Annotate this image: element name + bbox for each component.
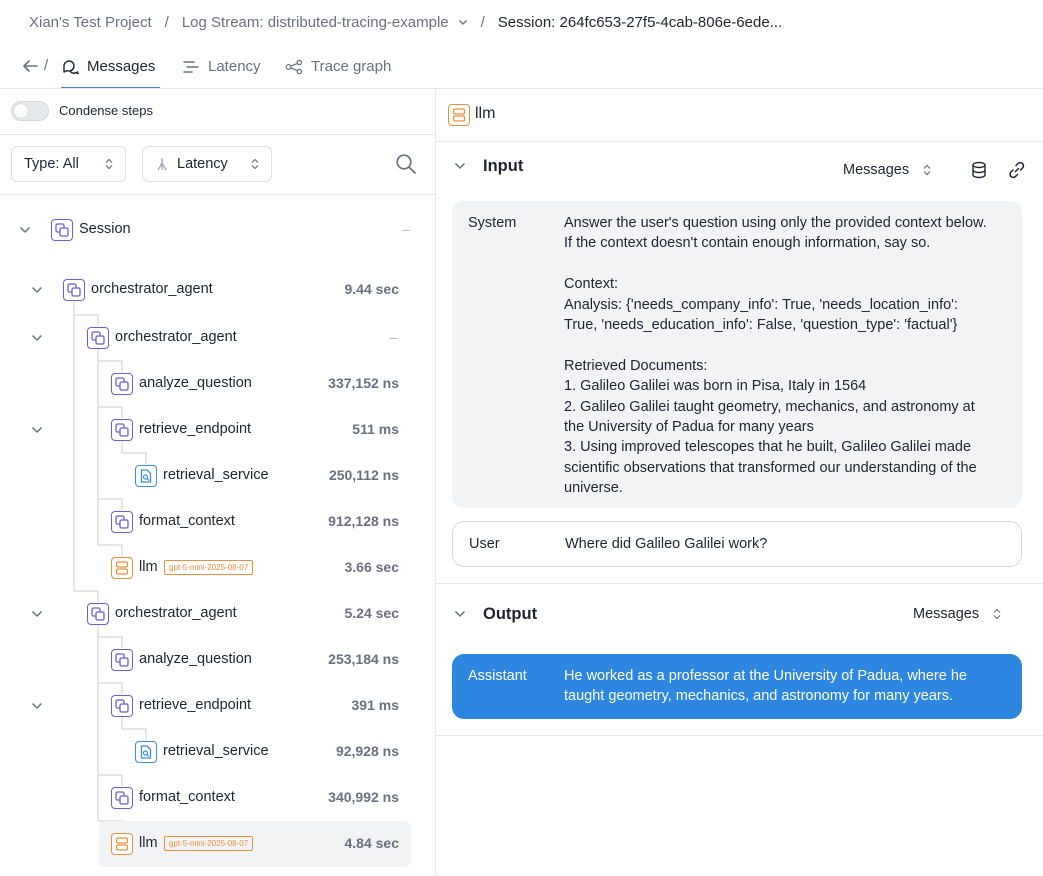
sort-value: Latency (177, 156, 228, 172)
updown-chevron-icon (105, 158, 113, 170)
breadcrumb-session: Session: 264fc653-27f5-4cab-806e-6ede... (497, 13, 783, 31)
tree-divider (0, 194, 435, 195)
back-arrow-icon[interactable] (21, 58, 39, 74)
input-view-value: Messages (843, 162, 910, 178)
detail-title: llm (475, 105, 496, 122)
tree-node-metric: 391 ms (351, 697, 399, 713)
link-icon[interactable] (1008, 161, 1026, 179)
breadcrumb-separator: / (164, 13, 169, 31)
session-label[interactable]: Session (79, 221, 131, 237)
message-content: Answer the user's question using only the provided context below. If the context doesn't contain enough information, say so. Context: Analysis: {'needs_company_info': True, 'needs_location_info': True, 'needs_education_info': False, 'question_type': 'factual'} Retrieved Documents: 1. Galileo Galilei was born in Pisa, Italy in 1564 2. Galileo Galilei taught geometry, mechanics, and astronomy at the University of Padua for many years 3. Using improved telescopes that he built, Galileo Galilei made scientific observations that transformed our understanding of the universe. (564, 215, 987, 497)
tree-node-metric: 250,112 ns (328, 467, 399, 483)
chevron-down-icon[interactable] (458, 17, 468, 27)
tree-node-label[interactable]: orchestrator_agent (115, 605, 237, 621)
toggle-knob (14, 104, 28, 118)
message-content: Where did Galileo Galilei work? (565, 536, 768, 552)
agent-icon (111, 787, 133, 809)
tree-node-metric: 92,928 ns (335, 743, 399, 759)
tab-trace-graph[interactable] (285, 44, 391, 89)
updown-chevron-icon (251, 158, 259, 170)
tree-node-label[interactable]: format_context (139, 513, 235, 529)
type-filter-value: Type: All (24, 156, 79, 172)
llm-icon (111, 833, 133, 855)
model-badge: gpt-5-mini-2025-08-07 (164, 560, 253, 575)
agent-icon (111, 373, 133, 395)
panel-divider (435, 89, 436, 876)
breadcrumb-separator: / (480, 13, 485, 31)
tool-icon (135, 741, 157, 763)
tree-node-label[interactable]: analyze_question (139, 375, 252, 391)
agent-icon (87, 327, 109, 349)
tree-node-metric: 253,184 ns (328, 651, 399, 667)
type-filter-select[interactable] (11, 146, 126, 182)
tree-node-metric: 337,152 ns (328, 375, 399, 391)
output-view-select[interactable] (913, 606, 1001, 622)
header-divider (0, 88, 1043, 89)
agent-icon (63, 279, 85, 301)
latency-icon (182, 58, 200, 76)
condense-steps-label: Condense steps (59, 103, 153, 118)
chevron-down-icon[interactable] (31, 334, 43, 342)
chevron-down-icon[interactable] (454, 610, 466, 618)
chevron-down-icon[interactable] (454, 162, 466, 170)
agent-icon (111, 511, 133, 533)
tree-node-label[interactable]: llm (139, 559, 158, 575)
controls-divider (0, 134, 435, 135)
llm-icon (111, 557, 133, 579)
tree-node-label[interactable]: retrieval_service (163, 743, 269, 759)
breadcrumb-log-stream[interactable]: Log Stream: distributed-tracing-example (181, 13, 449, 31)
model-badge: gpt-5-mini-2025-08-07 (164, 836, 253, 851)
tree-node-metric: 3.66 sec (344, 559, 399, 575)
chevron-down-icon[interactable] (31, 286, 43, 294)
tree-node-label[interactable]: format_context (139, 789, 235, 805)
breadcrumb-project[interactable]: Xian's Test Project (29, 13, 152, 31)
user-message (452, 521, 1022, 567)
chat-icon (61, 58, 79, 76)
message-role: User (469, 536, 500, 552)
condense-steps-toggle[interactable] (11, 101, 49, 121)
session-icon (51, 219, 73, 241)
tab-label: Latency (208, 58, 261, 75)
tab-latency[interactable] (182, 44, 261, 89)
tab-bar (0, 44, 436, 89)
sort-select[interactable] (142, 146, 272, 182)
tree-node-label[interactable]: retrieve_endpoint (139, 697, 252, 713)
output-view-value: Messages (913, 606, 980, 622)
tree-node-metric: 4.84 sec (344, 835, 399, 851)
search-icon[interactable] (395, 153, 417, 175)
assistant-message (452, 654, 1022, 719)
section-divider (436, 735, 1043, 736)
updown-chevron-icon (993, 608, 1001, 620)
message-role: Assistant (468, 668, 527, 684)
section-divider (436, 583, 1043, 584)
session-metric: – (402, 221, 410, 237)
tab-label: Trace graph (311, 58, 392, 75)
tab-separator: / (44, 57, 49, 74)
chevron-down-icon[interactable] (31, 610, 43, 618)
tree-node-label[interactable]: orchestrator_agent (91, 281, 213, 297)
database-icon[interactable] (970, 161, 988, 179)
agent-icon (111, 419, 133, 441)
agent-icon (111, 695, 133, 717)
tree-node-label[interactable]: analyze_question (139, 651, 252, 667)
sort-latency-icon (155, 157, 169, 171)
system-message (452, 201, 1022, 508)
agent-icon (111, 649, 133, 671)
breadcrumb (29, 12, 782, 32)
tab-messages[interactable] (61, 44, 160, 89)
tree-node-label[interactable]: retrieval_service (163, 467, 269, 483)
tree-node-metric: 912,128 ns (328, 513, 399, 529)
updown-chevron-icon (923, 164, 931, 176)
detail-header-divider (436, 141, 1043, 142)
message-content: He worked as a professor at the University of Padua, where he taught geometry, mechanics, and astronomy for many years. (564, 668, 967, 705)
output-section-title: Output (483, 605, 538, 623)
tree-node-label[interactable]: llm (139, 835, 158, 851)
tree-node-metric: 9.44 sec (344, 281, 399, 297)
llm-icon (448, 104, 470, 126)
agent-icon (87, 603, 109, 625)
input-section-title: Input (483, 157, 524, 175)
chevron-down-icon[interactable] (19, 226, 31, 234)
message-role: System (468, 215, 517, 231)
input-view-select[interactable] (843, 162, 931, 178)
chevron-down-icon[interactable] (31, 426, 43, 434)
tree-node-metric: 511 ms (352, 421, 399, 437)
tree-node-label[interactable]: retrieve_endpoint (139, 421, 252, 437)
tool-icon (135, 465, 157, 487)
tree-node-metric: – (390, 329, 398, 345)
tree-node-metric: 5.24 sec (344, 605, 399, 621)
tree-node-label[interactable]: orchestrator_agent (115, 329, 237, 345)
chevron-down-icon[interactable] (31, 702, 43, 710)
tree-node-metric: 340,992 ns (328, 789, 399, 805)
tab-label: Messages (87, 58, 156, 75)
graph-icon (285, 58, 303, 76)
